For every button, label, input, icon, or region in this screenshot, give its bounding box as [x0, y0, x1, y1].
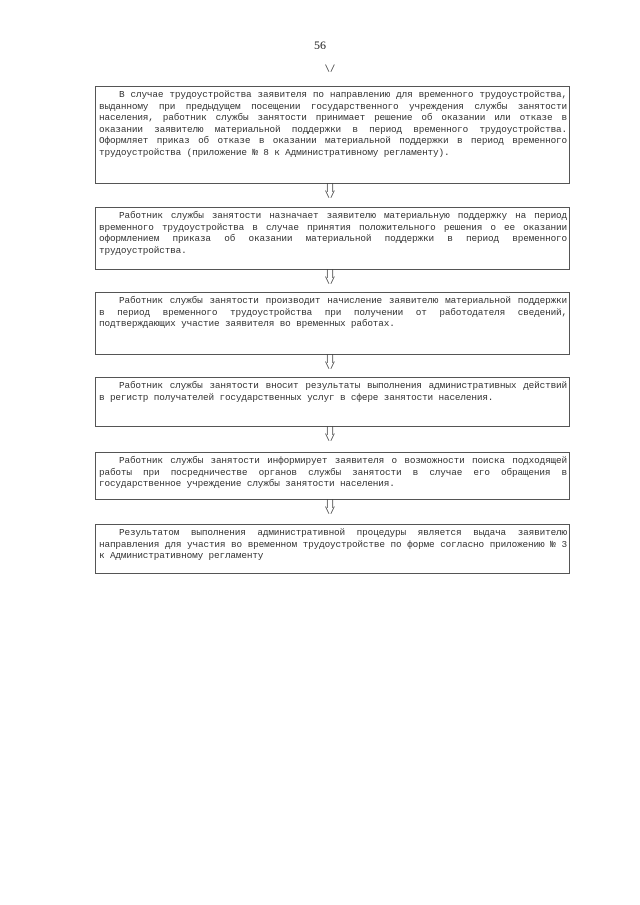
down-arrow-icon: || \/ — [324, 426, 336, 443]
step-text: Работник службы занятости производит начисление заявителю материальной поддержки в период временного трудоустройства при получении от работодателя сведений, подтверждающих участие заявителя во временных работах. — [99, 295, 567, 330]
page-number: 56 — [314, 38, 326, 52]
flow-step-inform — [95, 452, 570, 500]
step-text: Работник службы занятости вносит результаты выполнения административных действий в регистр получателей государственных услуг в сфере занятости населения. — [99, 380, 567, 403]
step-text: В случае трудоустройства заявителя по направлению для временного трудоустройства, выданному при предыдущем посещении государственного учреждения службы занятости населения, работник службы занятости принимает решение об оказании или отказе в оказании заявителю материальной поддержки в период временного трудоустройства. Оформляет приказ об отказе в оказании материальной поддержки в период временного трудоустройства (приложение № 8 к Административному регламенту). — [99, 89, 567, 158]
flow-step-decision — [95, 86, 570, 184]
flow-step-result — [95, 524, 570, 574]
down-arrow-icon: || \/ — [324, 269, 336, 286]
step-text: Работник службы занятости информирует заявителя о возможности поиска подходящей работы при посредничестве органов службы занятости в случае его обращения в государственное учреждение службы занятости населения. — [99, 455, 567, 490]
down-arrow-icon: || \/ — [324, 354, 336, 371]
flow-step-register — [95, 377, 570, 427]
flow-step-accrual — [95, 292, 570, 355]
flow-step-assign-support — [95, 207, 570, 270]
down-arrow-icon: || \/ — [324, 499, 336, 516]
step-text: Результатом выполнения административной процедуры является выдача заявителю направления для участия во временном трудоустройстве по форме согласно приложению № 3 к Административному регламенту — [99, 527, 567, 562]
down-arrow-icon: \/ — [324, 64, 336, 74]
down-arrow-icon: || \/ — [324, 183, 336, 200]
step-text: Работник службы занятости назначает заявителю материальную поддержку на период временного трудоустройства в случае принятия положительного решения о ее оказании оформлением приказа об оказании материальной поддержки в период временного трудоустройства. — [99, 210, 567, 256]
